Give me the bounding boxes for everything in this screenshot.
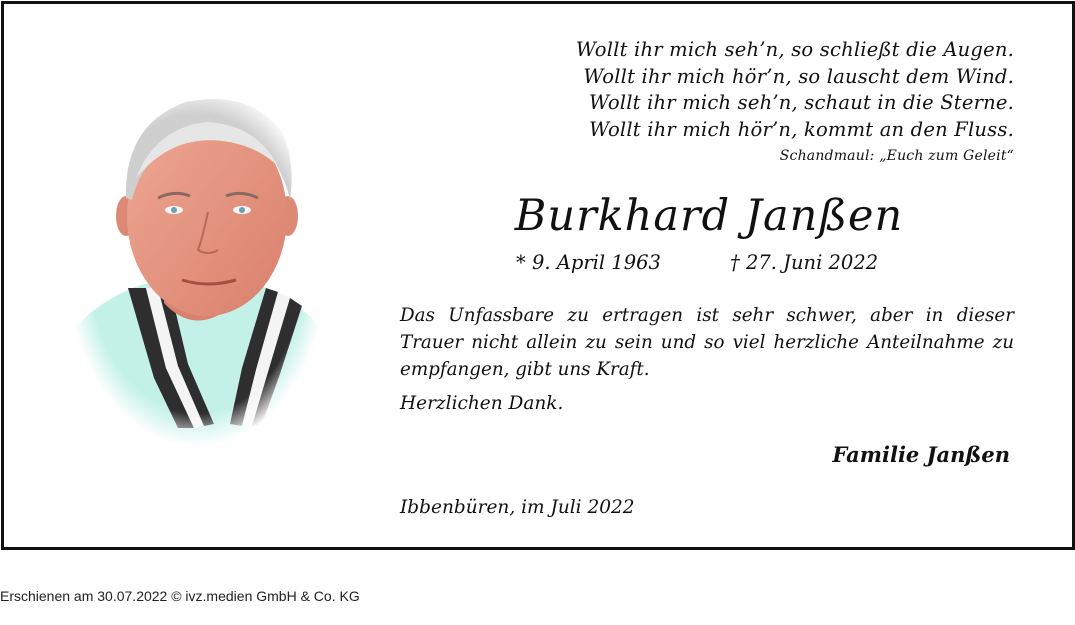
birth-date: * 9. April 1963 — [516, 251, 661, 274]
publication-footer: Erschienen am 30.07.2022 © ivz.medien GmbH & Co. KG — [0, 588, 360, 604]
portrait-photo — [66, 88, 328, 454]
life-dates — [516, 249, 878, 277]
death-date: † 27. Juni 2022 — [730, 251, 879, 274]
poem-block — [544, 37, 1014, 167]
poem-line: Wollt ihr mich seh’n, schaut in die Sterne. — [588, 91, 1014, 114]
obituary-notice — [1, 1, 1075, 550]
gratitude-message: Das Unfassbare zu ertragen ist sehr schwer, aber in dieser Trauer nicht allein zu sein und so viel herzliche Anteilnahme zu empfangen, gibt uns Kraft. — [400, 305, 1014, 380]
poem-line: Wollt ihr mich hör’n, so lauscht dem Wind. — [583, 64, 1014, 88]
poem-source: Schandmaul: „Euch zum Geleit“ — [779, 148, 1014, 164]
thanks-line: Herzlichen Dank. — [400, 393, 564, 414]
deceased-name: Burkhard Janßen — [514, 191, 904, 241]
poem-line: Wollt ihr mich seh’n, so schließt die Augen. — [575, 38, 1014, 61]
poem-line: Wollt ihr mich hör’n, kommt an den Fluss. — [589, 117, 1014, 141]
place-and-date: Ibbenbüren, im Juli 2022 — [400, 497, 635, 518]
family-signature: Familie Janßen — [832, 442, 1010, 467]
